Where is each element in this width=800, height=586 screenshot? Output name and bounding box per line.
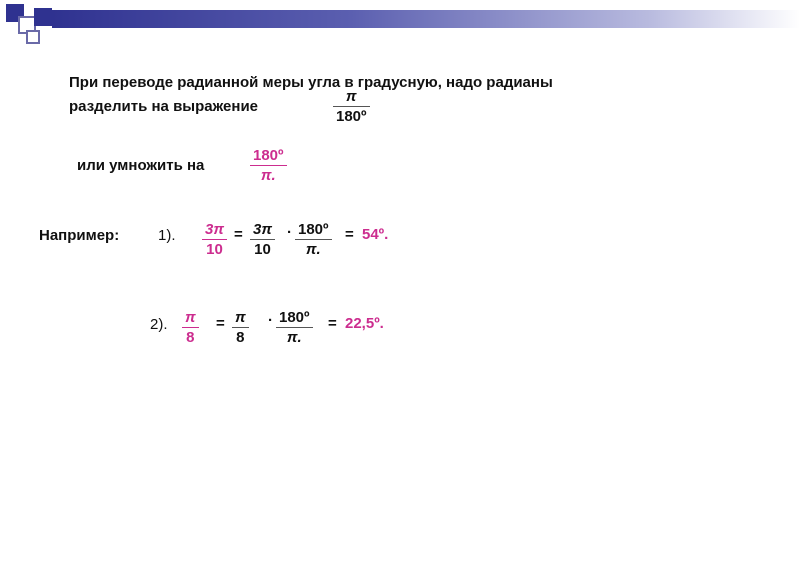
intro-line-1: При переводе радианной меры угла в градусную, надо радианы [69, 74, 553, 91]
fraction-bar [182, 327, 199, 328]
fraction-pi-over-180 [333, 88, 370, 125]
example-1-index: 1). [158, 227, 176, 244]
fraction-denominator: π. [305, 241, 321, 258]
fraction-numerator: 180º [279, 309, 310, 326]
equals-sign: = [345, 226, 354, 243]
fraction-denominator: π. [286, 329, 302, 346]
fraction-bar [232, 327, 249, 328]
example-2-result: 22,5º. [345, 315, 384, 332]
example-2-term2 [276, 309, 313, 346]
example-1-term1 [250, 221, 275, 258]
fraction-bar [333, 106, 370, 107]
fraction-numerator: π [185, 309, 196, 326]
example-2-term1 [232, 309, 249, 346]
fraction-denominator: 8 [236, 329, 245, 346]
fraction-denominator: 10 [254, 241, 271, 258]
fraction-bar [295, 239, 332, 240]
fraction-bar [250, 239, 275, 240]
intro-line-2: разделить на выражение [69, 98, 259, 115]
example-1-result: 54º. [362, 226, 389, 243]
decor-square [34, 8, 52, 26]
fraction-180-over-pi [250, 147, 287, 184]
fraction-numerator: π [345, 88, 357, 105]
examples-label: Например: [39, 227, 120, 244]
fraction-denominator: 10 [206, 241, 223, 258]
fraction-bar [202, 239, 227, 240]
fraction-numerator: 180º [253, 147, 284, 164]
fraction-numerator: 3π [205, 221, 225, 238]
multiply-dot: · [268, 312, 273, 329]
fraction-bar [276, 327, 313, 328]
header-band [52, 10, 800, 28]
example-1-lhs [202, 221, 227, 258]
example-1-term2 [295, 221, 332, 258]
fraction-numerator: 3π [253, 221, 273, 238]
example-2-index: 2). [150, 316, 168, 333]
fraction-denominator: 8 [186, 329, 195, 346]
equals-sign: = [234, 226, 243, 243]
decor-square [26, 30, 40, 44]
fraction-numerator: π [235, 309, 246, 326]
equals-sign: = [216, 315, 225, 332]
fraction-numerator: 180º [298, 221, 329, 238]
equals-sign: = [328, 315, 337, 332]
multiply-dot: · [287, 224, 292, 241]
fraction-bar [250, 165, 287, 166]
example-2-lhs [182, 309, 199, 346]
fraction-denominator: 180º [336, 108, 367, 125]
or-multiply-text: или умножить на [77, 157, 205, 174]
fraction-denominator: π. [260, 167, 276, 184]
